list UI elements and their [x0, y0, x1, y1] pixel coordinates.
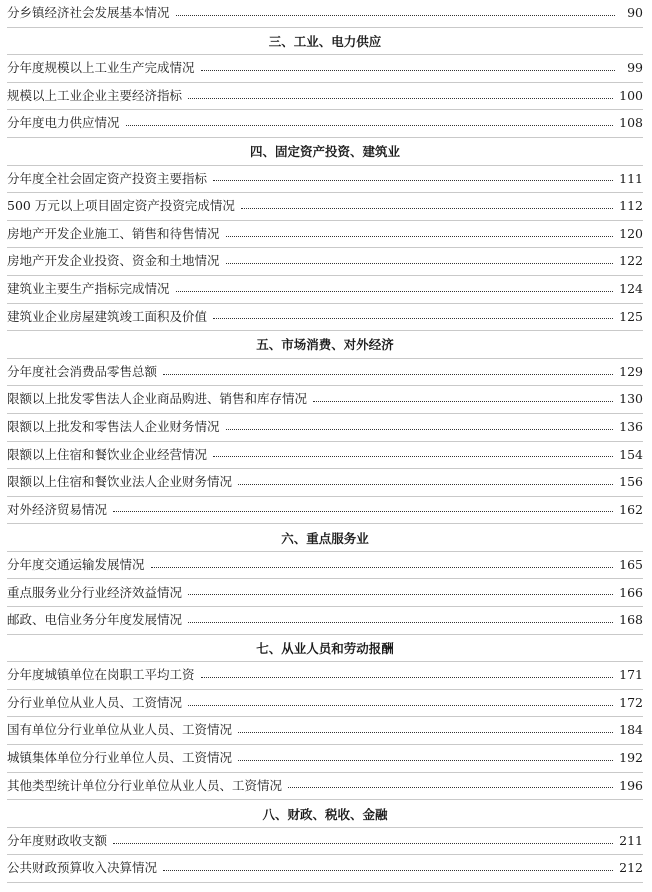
- toc-entry-page-number: 211: [619, 832, 643, 848]
- toc-entry-title: 限额以上批发和零售法人企业财务情况: [7, 418, 220, 434]
- section-heading: 五、市场消费、对外经济: [7, 331, 643, 359]
- toc-entry-page-number: 120: [619, 225, 643, 241]
- section-heading: 三、工业、电力供应: [7, 28, 643, 56]
- section-heading: 四、固定资产投资、建筑业: [7, 138, 643, 166]
- toc-entry[interactable]: [7, 717, 643, 745]
- toc-entry-page-number: 184: [619, 722, 643, 738]
- dot-leader: [238, 484, 613, 485]
- toc-entry[interactable]: [7, 690, 643, 718]
- toc-entry-page-number: 124: [619, 280, 643, 296]
- toc-entry-title: 建筑业主要生产指标完成情况: [7, 280, 170, 296]
- section-heading: 七、从业人员和劳动报酬: [7, 635, 643, 663]
- dot-leader: [238, 732, 613, 733]
- toc-entry[interactable]: [7, 221, 643, 249]
- toc-entry[interactable]: [7, 166, 643, 194]
- dot-leader: [213, 180, 613, 181]
- toc-entry-title: 公共财政预算收入决算情况: [7, 860, 158, 876]
- toc-entry-title: 分乡镇经济社会发展基本情况: [7, 5, 170, 21]
- toc-entry-page-number: 165: [619, 556, 643, 572]
- dot-leader: [188, 705, 613, 706]
- toc-entry-page-number: 192: [619, 750, 643, 766]
- toc-entry[interactable]: [7, 83, 643, 111]
- dot-leader: [313, 401, 613, 402]
- toc-entry-title: 分年度交通运输发展情况: [7, 556, 145, 572]
- dot-leader: [113, 511, 613, 512]
- toc-entry-title: 限额以上住宿和餐饮业企业经营情况: [7, 446, 208, 462]
- section-heading: 六、重点服务业: [7, 524, 643, 552]
- toc-entry-title: 分年度规模以上工业生产完成情况: [7, 60, 195, 76]
- dot-leader: [288, 787, 613, 788]
- toc-entry-page-number: 212: [619, 860, 643, 876]
- toc-entry[interactable]: [7, 110, 643, 138]
- toc-entry[interactable]: [7, 552, 643, 580]
- dot-leader: [201, 70, 615, 71]
- toc-entry-title: 邮政、电信业务分年度发展情况: [7, 612, 183, 628]
- toc-entry-title: 国有单位分行业单位从业人员、工资情况: [7, 722, 233, 738]
- toc-entry-title: 规模以上工业企业主要经济指标: [7, 87, 183, 103]
- toc-entry-title: 其他类型统计单位分行业单位从业人员、工资情况: [7, 777, 283, 793]
- dot-leader: [188, 594, 613, 595]
- toc-entry-page-number: 196: [619, 777, 643, 793]
- dot-leader: [241, 208, 613, 209]
- dot-leader: [188, 98, 613, 99]
- toc-entry-page-number: 90: [627, 5, 643, 21]
- toc-entry[interactable]: [7, 55, 643, 83]
- toc-entry[interactable]: [7, 745, 643, 773]
- toc-entry-title: 分行业单位从业人员、工资情况: [7, 694, 183, 710]
- toc-entry[interactable]: [7, 497, 643, 525]
- dot-leader: [176, 291, 614, 292]
- dot-leader: [213, 318, 613, 319]
- dot-leader: [151, 567, 614, 568]
- toc-entry-page-number: 100: [619, 87, 643, 103]
- toc-entry[interactable]: [7, 386, 643, 414]
- toc-entry-title: 分年度全社会固定资产投资主要指标: [7, 170, 208, 186]
- toc-entry[interactable]: [7, 276, 643, 304]
- toc-entry-page-number: 162: [619, 501, 643, 517]
- toc-entry-title: 500 万元以上项目固定资产投资完成情况: [7, 198, 235, 214]
- toc-entry[interactable]: [7, 469, 643, 497]
- toc-entry-title: 对外经济贸易情况: [7, 501, 108, 517]
- toc-entry[interactable]: [7, 0, 643, 28]
- toc-entry-page-number: 136: [619, 418, 643, 434]
- toc-entry-page-number: 156: [619, 474, 643, 490]
- toc-entry[interactable]: [7, 414, 643, 442]
- toc-entry-title: 城镇集体单位分行业单位人员、工资情况: [7, 750, 233, 766]
- toc-entry-title: 建筑业企业房屋建筑竣工面积及价值: [7, 308, 208, 324]
- dot-leader: [163, 870, 613, 871]
- toc-entry-page-number: 111: [619, 170, 643, 186]
- dot-leader: [113, 843, 613, 844]
- toc-entry-page-number: 171: [619, 667, 643, 683]
- toc-entry[interactable]: [7, 662, 643, 690]
- toc-entry-title: 分年度电力供应情况: [7, 115, 120, 131]
- toc-entry-title: 分年度财政收支额: [7, 832, 108, 848]
- toc-entry-page-number: 168: [619, 612, 643, 628]
- toc-entry-page-number: 108: [619, 115, 643, 131]
- toc-entry[interactable]: [7, 248, 643, 276]
- toc-entry-title: 房地产开发企业投资、资金和土地情况: [7, 253, 220, 269]
- toc-entry-page-number: 112: [619, 198, 643, 214]
- dot-leader: [226, 429, 614, 430]
- dot-leader: [163, 374, 613, 375]
- toc-entry-page-number: 125: [619, 308, 643, 324]
- dot-leader: [213, 456, 613, 457]
- toc-entry-page-number: 129: [619, 363, 643, 379]
- toc-entry-page-number: 99: [627, 60, 643, 76]
- toc-entry-page-number: 172: [619, 694, 643, 710]
- toc-entry[interactable]: [7, 607, 643, 635]
- toc-entry[interactable]: [7, 855, 643, 883]
- toc-entry[interactable]: [7, 359, 643, 387]
- toc-entry[interactable]: [7, 773, 643, 801]
- dot-leader: [176, 15, 615, 16]
- toc-entry-page-number: 130: [619, 391, 643, 407]
- section-heading: 八、财政、税收、金融: [7, 800, 643, 828]
- toc-entry[interactable]: [7, 442, 643, 470]
- dot-leader: [238, 760, 613, 761]
- toc-entry-title: 限额以上住宿和餐饮业法人企业财务情况: [7, 474, 233, 490]
- toc-entry-page-number: 122: [619, 253, 643, 269]
- toc-entry-page-number: 166: [619, 584, 643, 600]
- toc-entry-title: 房地产开发企业施工、销售和待售情况: [7, 225, 220, 241]
- toc-entry-page-number: 154: [619, 446, 643, 462]
- toc-entry-title: 重点服务业分行业经济效益情况: [7, 584, 183, 600]
- toc-entry-title: 分年度社会消费品零售总额: [7, 363, 158, 379]
- toc-entry[interactable]: [7, 828, 643, 856]
- toc-entry-title: 限额以上批发零售法人企业商品购进、销售和库存情况: [7, 391, 308, 407]
- toc-entry[interactable]: [7, 579, 643, 607]
- toc-entry-title: 分年度城镇单位在岗职工平均工资: [7, 667, 195, 683]
- table-of-contents: [7, 0, 643, 883]
- toc-entry[interactable]: [7, 304, 643, 332]
- dot-leader: [226, 236, 614, 237]
- toc-entry[interactable]: [7, 193, 643, 221]
- dot-leader: [226, 263, 614, 264]
- dot-leader: [126, 125, 614, 126]
- dot-leader: [188, 622, 613, 623]
- dot-leader: [201, 677, 614, 678]
